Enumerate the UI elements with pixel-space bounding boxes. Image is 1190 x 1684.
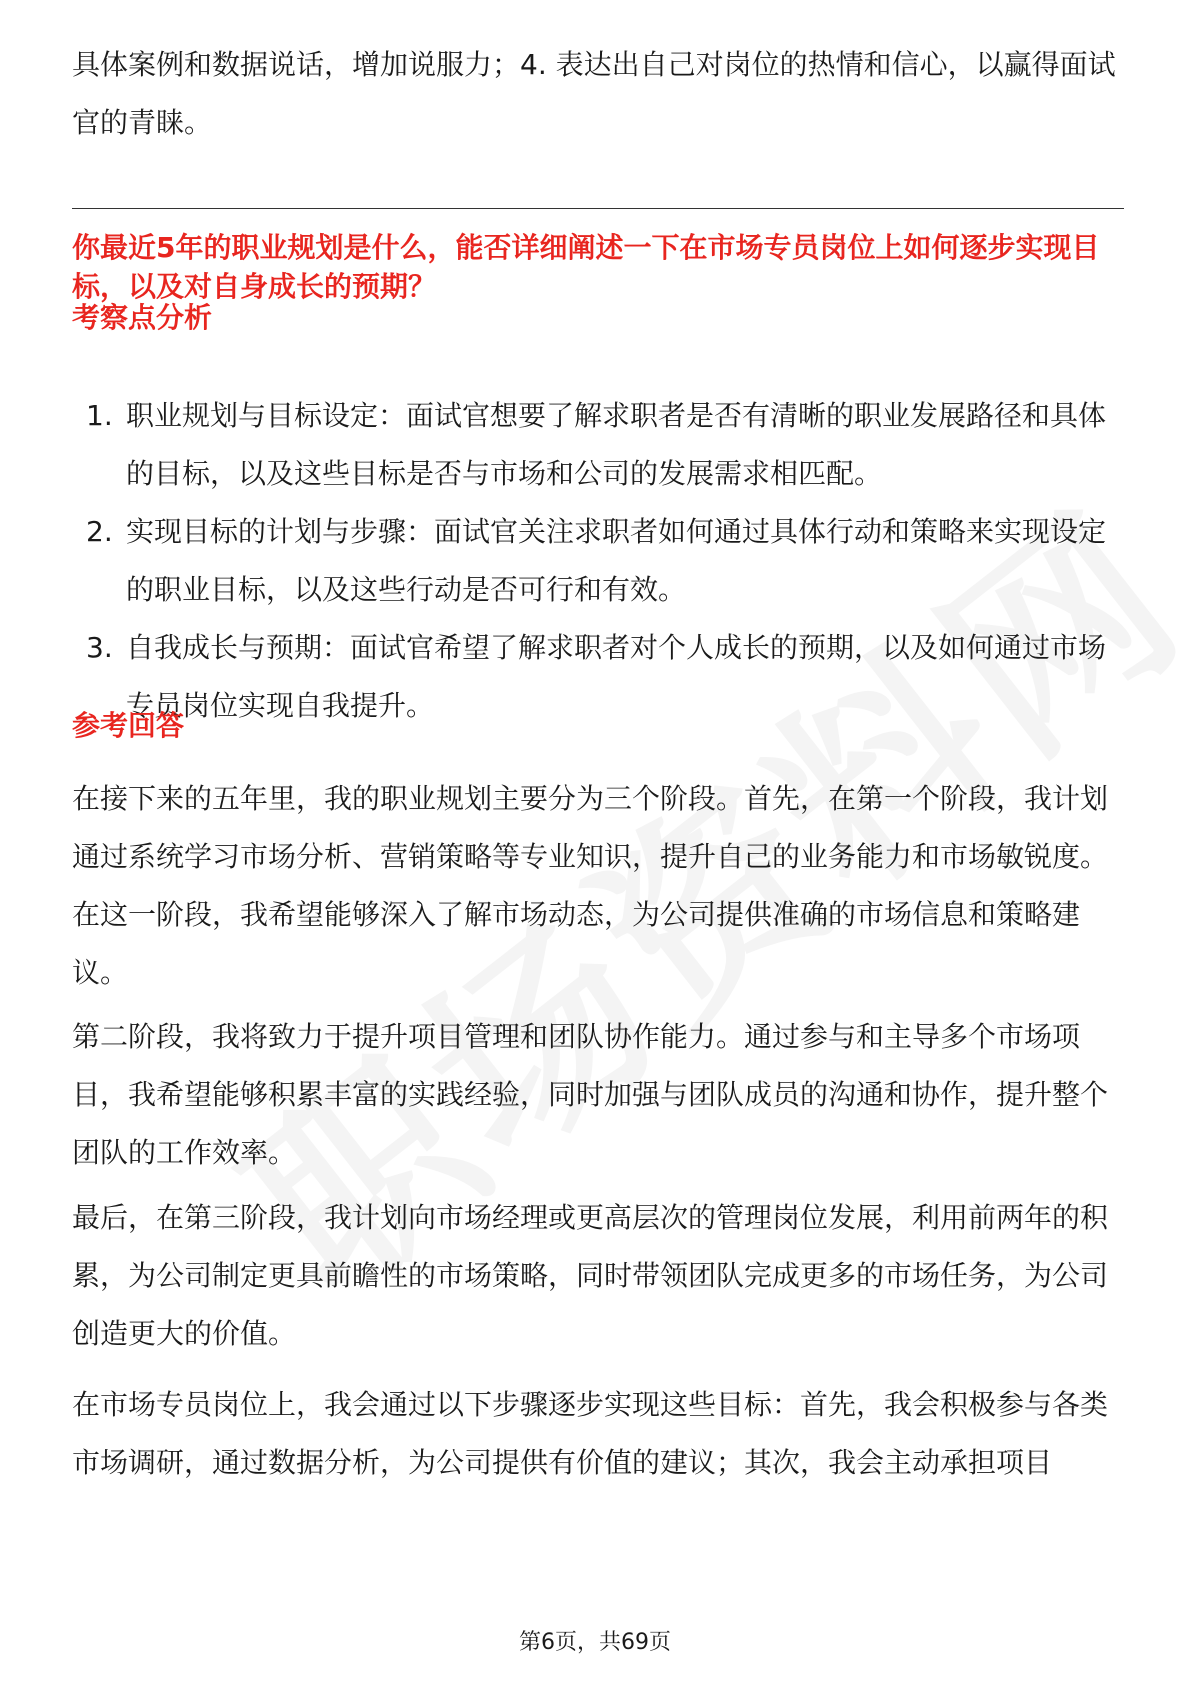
answer-paragraph: 在市场专员岗位上，我会通过以下步骤逐步实现这些目标：首先，我会积极参与各类市场调研，通过数据分析，为公司提供有价值的建议；其次，我会主动承担项目	[72, 1388, 1109, 1479]
answer-paragraph: 在接下来的五年里，我的职业规划主要分为三个阶段。首先，在第一个阶段，我计划通过系统学习市场分析、营销策略等专业知识，提升自己的业务能力和市场敏锐度。在这一阶段，我希望能够深入了解市场动态，为公司提供准确的市场信息和策略建议。	[72, 782, 1109, 989]
list-item	[72, 387, 1124, 503]
page-footer: 第6页，共69页	[519, 1630, 671, 1655]
answer-paragraph: 最后，在第三阶段，我计划向市场经理或更高层次的管理岗位发展，利用前两年的积累，为公司制定更具前瞻性的市场策略，同时带领团队完成更多的市场任务，为公司创造更大的价值。	[72, 1201, 1109, 1350]
list-item-text: 自我成长与预期：面试官希望了解求职者对个人成长的预期，以及如何通过市场专员岗位实现自我提升。	[126, 631, 1107, 722]
list-number: 1.	[86, 399, 113, 432]
analysis-heading: 考察点分析	[72, 301, 213, 334]
list-item	[72, 619, 1124, 735]
list-item-text: 实现目标的计划与步骤：面试官关注求职者如何通过具体行动和策略来实现设定的职业目标，以及这些行动是否可行和有效。	[126, 515, 1107, 606]
intro-tail-paragraph: 具体案例和数据说话，增加说服力；4. 表达出自己对岗位的热情和信心，以赢得面试官的青睐。	[72, 48, 1116, 139]
answer-paragraph: 第二阶段，我将致力于提升项目管理和团队协作能力。通过参与和主导多个市场项目，我希望能够积累丰富的实践经验，同时加强与团队成员的沟通和协作，提升整个团队的工作效率。	[72, 1020, 1109, 1169]
answer-heading: 参考回答	[72, 709, 185, 742]
list-number: 3.	[86, 631, 113, 664]
list-item	[72, 503, 1124, 619]
list-item-text: 职业规划与目标设定：面试官想要了解求职者是否有清晰的职业发展路径和具体的目标，以及这些目标是否与市场和公司的发展需求相匹配。	[126, 399, 1107, 490]
section-divider	[72, 208, 1124, 209]
analysis-list	[72, 387, 1124, 735]
list-number: 2.	[86, 515, 113, 548]
interview-question: 你最近5年的职业规划是什么，能否详细阐述一下在市场专员岗位上如何逐步实现目标，以及对自身成长的预期？	[72, 231, 1100, 303]
